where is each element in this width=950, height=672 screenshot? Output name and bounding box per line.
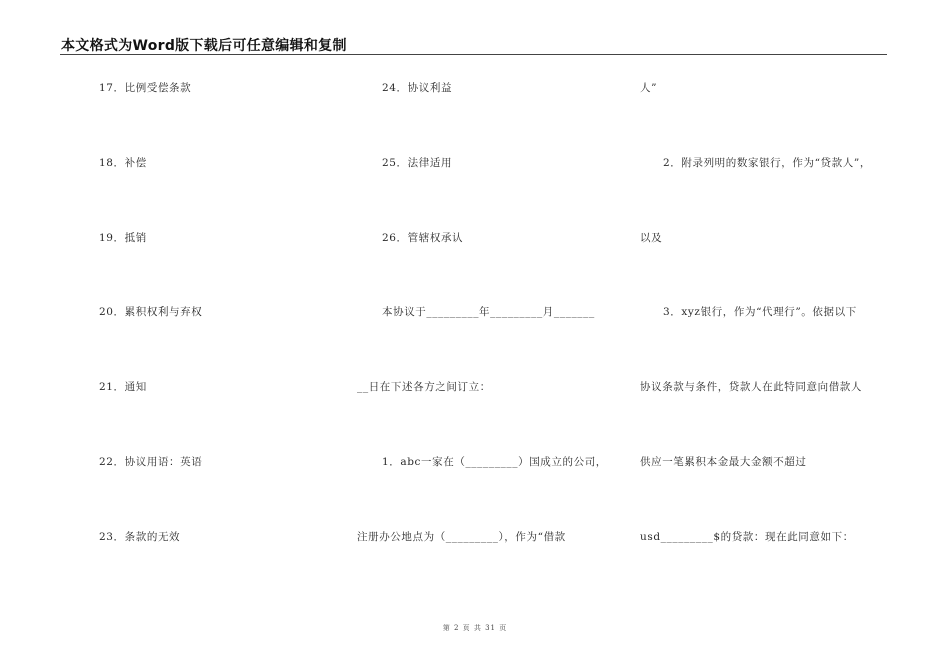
document-header-title: 本文格式为Word版下载后可任意编辑和复制 bbox=[61, 38, 347, 54]
clause-line: 17．比例受偿条款 bbox=[99, 82, 192, 94]
clause-line: 22．协议用语：英语 bbox=[99, 456, 203, 468]
party-line: 1．abc一家在（_________）国成立的公司， bbox=[382, 456, 607, 468]
agreement-line: usd_________$的贷款：现在此同意如下： bbox=[640, 531, 854, 543]
clause-line: 21．通知 bbox=[99, 381, 147, 393]
party-line: 3．xyz银行，作为“代理行”。依据以下 bbox=[663, 306, 857, 318]
page-number-footer: 第 2 页 共 31 页 bbox=[442, 624, 508, 632]
agreement-date-line: 本协议于_________年_________月_______ bbox=[382, 306, 595, 318]
agreement-line: 协议条款与条件，贷款人在此特同意向借款人 bbox=[640, 381, 862, 393]
clause-line: 24．协议利益 bbox=[382, 82, 453, 94]
clause-line: 20．累积权利与弃权 bbox=[99, 306, 203, 318]
party-line-cont: 注册办公地点为（_________），作为“借款 bbox=[357, 531, 566, 543]
clause-line: 26．管辖权承认 bbox=[382, 232, 464, 244]
party-line: 2．附录列明的数家银行，作为“贷款人”， bbox=[663, 157, 871, 169]
agreement-date-line-cont: __日在下述各方之间订立： bbox=[357, 381, 491, 393]
clause-line: 23．条款的无效 bbox=[99, 531, 181, 543]
party-line-cont: 以及 bbox=[640, 232, 663, 244]
agreement-line: 供应一笔累积本金最大金额不超过 bbox=[640, 456, 807, 468]
header-divider bbox=[60, 54, 887, 55]
party-line-cont: 人” bbox=[640, 82, 658, 94]
clause-line: 18．补偿 bbox=[99, 157, 147, 169]
clause-line: 19．抵销 bbox=[99, 232, 147, 244]
clause-line: 25．法律适用 bbox=[382, 157, 453, 169]
